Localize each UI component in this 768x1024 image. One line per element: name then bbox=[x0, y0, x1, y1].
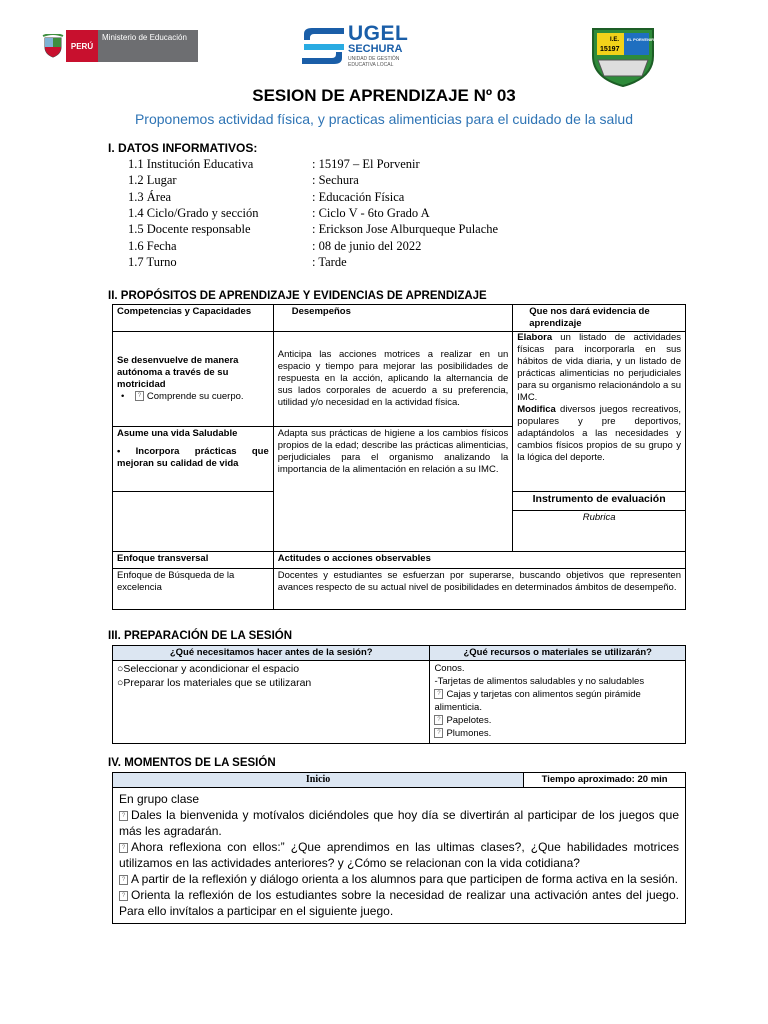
info-value: : Tarde bbox=[312, 254, 347, 269]
material-item bbox=[434, 727, 681, 740]
material-item bbox=[434, 714, 681, 727]
info-label: 1.2 Lugar bbox=[128, 173, 177, 188]
col-before: ¿Qué necesitamos hacer antes de la sesión? bbox=[113, 646, 430, 661]
enfoque-label: Enfoque transversal bbox=[113, 552, 274, 569]
ugel-swoosh-icon bbox=[300, 26, 346, 66]
ugel-subtitle: UNIDAD DE GESTIÓN EDUCATIVA LOCAL bbox=[348, 56, 400, 68]
competency-2-cell bbox=[113, 427, 274, 492]
info-row bbox=[128, 205, 430, 221]
moment-step bbox=[119, 839, 679, 871]
info-value: : Ciclo V - 6to Grado A bbox=[312, 205, 430, 220]
crest-label-ie: I.E. bbox=[610, 37, 620, 43]
crest-label-number: 15197 bbox=[600, 46, 620, 53]
info-label: 1.1 Institución Educativa bbox=[128, 157, 254, 171]
ugel-city: SECHURA bbox=[348, 43, 403, 55]
ugel-logo bbox=[300, 22, 409, 70]
info-row bbox=[128, 157, 420, 172]
material-item: Conos. bbox=[434, 663, 465, 674]
moments-content bbox=[113, 788, 686, 924]
moment-step-text: Ahora reflexiona con ellos:” ¿Que aprendimos en las ultimas clases?, ¿Que habilidades motrices utilizamos en las actividades anteriores? y ¿Cómo se relacionan con la vida cotidiana? bbox=[119, 840, 679, 870]
tiempo-label: Tiempo aproximado: 20 min bbox=[524, 773, 686, 788]
material-item: -Tarjetas de alimentos saludables y no saludables bbox=[434, 676, 645, 687]
moments-row bbox=[113, 788, 686, 924]
enfoque-value: Enfoque de Búsqueda de la excelencia bbox=[113, 569, 274, 610]
desempeno-1: Anticipa las acciones motrices a realizar en un espacio y tiempo para mejorar las posibilidades de respuesta en la acción, aplicando la alternancia de sus lados corporales de acuerdo a su preferencia, utilidad y/o necesidad en la actividad física. bbox=[273, 332, 513, 427]
desempeno-2: Adapta sus prácticas de higiene a los cambios físicos propios de la edad; describe las prácticas alimenticias, perjudiciales para el organismo analizando la importancia de la alimentación en relación a su IMC. bbox=[273, 427, 513, 552]
before-item: ○Preparar los materiales que se utilizaran bbox=[117, 677, 312, 689]
competency-2-title: Asume una vida Saludable bbox=[117, 428, 238, 439]
info-value: : Educación Física bbox=[312, 189, 405, 204]
moment-step bbox=[119, 887, 679, 919]
evidence-2-text: diversos juegos recreativos, populares y pre deportivos, adaptándolos a las necesidades y cambios físicos propios de su grupo y la lógica del deporte. bbox=[517, 404, 681, 463]
page-title: SESION DE APRENDIZAJE Nº 03 bbox=[252, 86, 516, 105]
competency-1-cell bbox=[113, 332, 274, 427]
info-row bbox=[128, 238, 422, 254]
section-4-heading: IV. MOMENTOS DE LA SESIÓN bbox=[108, 757, 276, 769]
before-item-text: Seleccionar y acondicionar el espacio bbox=[123, 663, 300, 675]
competency-2-capacity: • Incorpora prácticas que mejoran su calidad de vida bbox=[117, 446, 269, 469]
section-1-heading: I. DATOS INFORMATIVOS: bbox=[108, 141, 258, 155]
info-value: : Sechura bbox=[312, 173, 359, 188]
page-subtitle: Proponemos actividad física, y practicas alimenticias para el cuidado de la salud bbox=[134, 111, 634, 127]
info-row bbox=[128, 254, 347, 270]
section-3-heading: III. PREPARACIÓN DE LA SESIÓN bbox=[108, 630, 293, 642]
placeholder-glyph-icon: ? bbox=[434, 728, 443, 738]
info-label: 1.7 Turno bbox=[128, 254, 177, 269]
info-row bbox=[128, 189, 405, 205]
crest-label-name: EL PORVENIR bbox=[627, 37, 654, 42]
competency-2-spacer bbox=[113, 492, 274, 552]
info-row bbox=[128, 222, 499, 237]
competency-row-1 bbox=[113, 332, 686, 427]
purposes-table bbox=[112, 304, 686, 610]
placeholder-glyph-icon: ? bbox=[119, 875, 128, 885]
ugel-name: UGEL bbox=[348, 22, 409, 45]
group-label: En grupo clase bbox=[119, 792, 200, 806]
peru-label: PERÚ bbox=[66, 30, 98, 62]
moment-step-text: A partir de la reflexión y diálogo orienta a los alumnos para que participen de forma activa en la sesión. bbox=[131, 872, 678, 886]
placeholder-glyph-icon: ? bbox=[434, 715, 443, 725]
info-row bbox=[128, 173, 359, 188]
section-2-heading: II. PROPÓSITOS DE APRENDIZAJE Y EVIDENCIAS DE APRENDIZAJE bbox=[108, 290, 487, 302]
evidence-1-verb: Elabora bbox=[517, 332, 553, 343]
enfoque-row bbox=[113, 569, 686, 610]
moment-step bbox=[119, 871, 679, 887]
placeholder-glyph-icon: ? bbox=[119, 843, 128, 853]
competency-1-capacity-text: Comprende su cuerpo. bbox=[146, 391, 244, 402]
instrument-label: Instrumento de evaluación bbox=[513, 492, 686, 511]
evidence-2-verb: Modifica bbox=[517, 404, 556, 415]
actitudes-label: Actitudes o acciones observables bbox=[273, 552, 685, 569]
actitudes-value: Docentes y estudiantes se esfuerzan por superarse, buscando objetivos que representen avances respecto de su actual nivel de posibilidades en determinados ámbitos de desempeño. bbox=[273, 569, 685, 610]
materials-list bbox=[430, 661, 686, 744]
info-value: : Erickson Jose Alburqueque Pulache bbox=[312, 222, 499, 237]
school-crest bbox=[590, 26, 656, 88]
before-item-text: Preparar los materiales que se utilizaran bbox=[123, 677, 312, 689]
competency-1-capacity: • ? Comprende su cuerpo. bbox=[121, 391, 244, 402]
enfoque-header-row bbox=[113, 552, 686, 569]
inicio-label: Inicio bbox=[113, 773, 524, 788]
info-value: : 08 de junio del 2022 bbox=[312, 238, 422, 253]
moment-step-text: Orienta la reflexión de los estudiantes sobre la necesidad de realizar una activación antes del juego. Para ello invítalos a participar en el siguiente juego. bbox=[119, 888, 679, 918]
minedu-logo bbox=[40, 30, 198, 62]
placeholder-glyph-icon: ? bbox=[135, 391, 144, 401]
preparation-header-row bbox=[113, 646, 686, 661]
info-label: 1.5 Docente responsable bbox=[128, 222, 251, 237]
col-desempenos: Desempeños bbox=[273, 305, 513, 332]
placeholder-glyph-icon: ? bbox=[434, 689, 443, 699]
evidence-cell bbox=[513, 332, 686, 492]
material-item-text: Papelotes. bbox=[446, 715, 492, 726]
placeholder-glyph-icon: ? bbox=[119, 811, 128, 821]
competency-1-title: Se desenvuelve de manera autónoma a través de su motricidad bbox=[117, 355, 239, 390]
evidence-1-text: un listado de actividades físicas para incorporarla en sus hábitos de vida diaria, y un listado de prácticas alimenticias no perjudiciales para su organismo relacionándolo a su IMC. bbox=[517, 332, 681, 403]
preparation-table bbox=[112, 645, 686, 744]
col-evidencia: Que nos dará evidencia de aprendizaje bbox=[513, 305, 686, 332]
moment-step bbox=[119, 807, 679, 839]
moments-table bbox=[112, 772, 686, 924]
moment-step-text: Dales la bienvenida y motívalos diciéndoles que hoy día se divertirán al participar de los juegos que más les agradarán. bbox=[119, 808, 679, 838]
moments-header-row bbox=[113, 773, 686, 788]
col-materials: ¿Qué recursos o materiales se utilizarán? bbox=[430, 646, 686, 661]
purposes-header-row bbox=[113, 305, 686, 332]
before-list bbox=[113, 661, 430, 744]
info-value: : 15197 – El Porvenir bbox=[312, 157, 420, 171]
info-label: 1.4 Ciclo/Grado y sección bbox=[128, 205, 259, 220]
material-item bbox=[434, 688, 681, 714]
peru-coat-of-arms-icon bbox=[40, 30, 66, 62]
instrument-value: Rubrica bbox=[513, 511, 686, 552]
info-label: 1.3 Área bbox=[128, 189, 172, 204]
preparation-row bbox=[113, 661, 686, 744]
info-label: 1.6 Fecha bbox=[128, 238, 177, 253]
material-item-text: Cajas y tarjetas con alimentos según pirámide alimenticia. bbox=[434, 689, 641, 713]
placeholder-glyph-icon: ? bbox=[119, 891, 128, 901]
ministry-label: Ministerio de Educación bbox=[98, 30, 198, 62]
before-item: ○Seleccionar y acondicionar el espacio bbox=[117, 663, 300, 675]
material-item-text: Plumones. bbox=[446, 728, 492, 739]
col-competencias: Competencias y Capacidades bbox=[113, 305, 274, 332]
